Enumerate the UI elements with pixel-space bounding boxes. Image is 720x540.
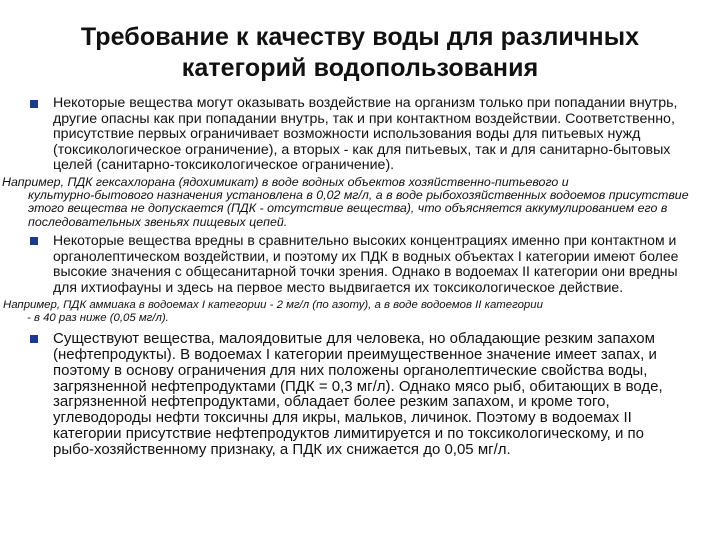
- example-1-continuation: культурно-бытового назначения установлена в 0,02 мг/л, а в воде рыбохозяйственных водоемов присутствие этого вещества не допускается (ПДК - отсутствие вещества), что объясняется аккумулированием его в последовательных звеньях пищевых цепей.: [28, 187, 689, 229]
- bullet-text-2: Некоторые вещества вредны в сравнительно высоких концентрациях именно при контактном и органолептическом воздействии, и поэтому их ПДК в водных объектах I категории имеют более высокие значения с общесанитарной точки зрения. Однако в водоемах II категории они вредны для ихтиофауны и здесь на первое место выдвигается их токсикологическое действие.: [53, 232, 679, 295]
- bullet-text-1: Некоторые вещества могут оказывать воздействие на организм только при попадании внутрь, другие опасны как при попадании внутрь, так и при контактном воздействии. Соответственно, присутствие первых ограничивает возможности использования воды для питьевых нужд (токсикологическое ограничение), а вторых - как для питьевых, так и для санитарно-бытовых целей (санитарно-токсикологическое ограничение).: [53, 95, 678, 173]
- square-bullet-icon: [30, 237, 38, 245]
- bullet-item-2: [30, 233, 700, 295]
- bullet-item-1: [30, 96, 700, 174]
- example-1: [2, 176, 692, 230]
- example-1-first-line: Например, ПДК гексахлорана (ядохимикат) в воде водных объектов хозяйственно-питьевого и: [2, 174, 569, 189]
- square-bullet-icon: [30, 100, 38, 108]
- title-line-1: Требование к качеству воды для различных: [80, 23, 640, 51]
- bullet-text-3: Существуют вещества, малоядовитые для человека, но обладающие резким запахом (нефтепродукты). В водоемах I категории преимущественное значение имеет запах, и поэтому в основу ограничения для них положены органолептические свойства воды, загрязненной нефтепродуктами (ПДК = 0,3 мг/л). Однако мясо рыб, обитающих в воде, загрязненной нефтепродуктами, обладает более резким запахом, и кроме того, углеводороды нефти токсичны для икры, мальков, личинок. Поэтому в водоемах II категории присутствие нефтепродуктов лимитируется и по токсикологическому, и по рыбо-хозяйственному признаку, а ПДК их снижается до 0,05 мг/л.: [53, 330, 663, 458]
- bullet-item-3: [30, 331, 700, 457]
- slide-content: [2, 95, 700, 458]
- square-bullet-icon: [30, 335, 38, 343]
- example-2-continuation: - в 40 раз ниже (0,05 мг/л).: [27, 312, 169, 325]
- title-line-2: категорий водопользования: [181, 54, 539, 82]
- example-2-first-line: Например, ПДК аммиака в водоемах I категории - 2 мг/л (по азоту), а в воде водоемов II категории: [3, 299, 543, 312]
- slide-title: [0, 22, 720, 84]
- example-2: [3, 299, 693, 325]
